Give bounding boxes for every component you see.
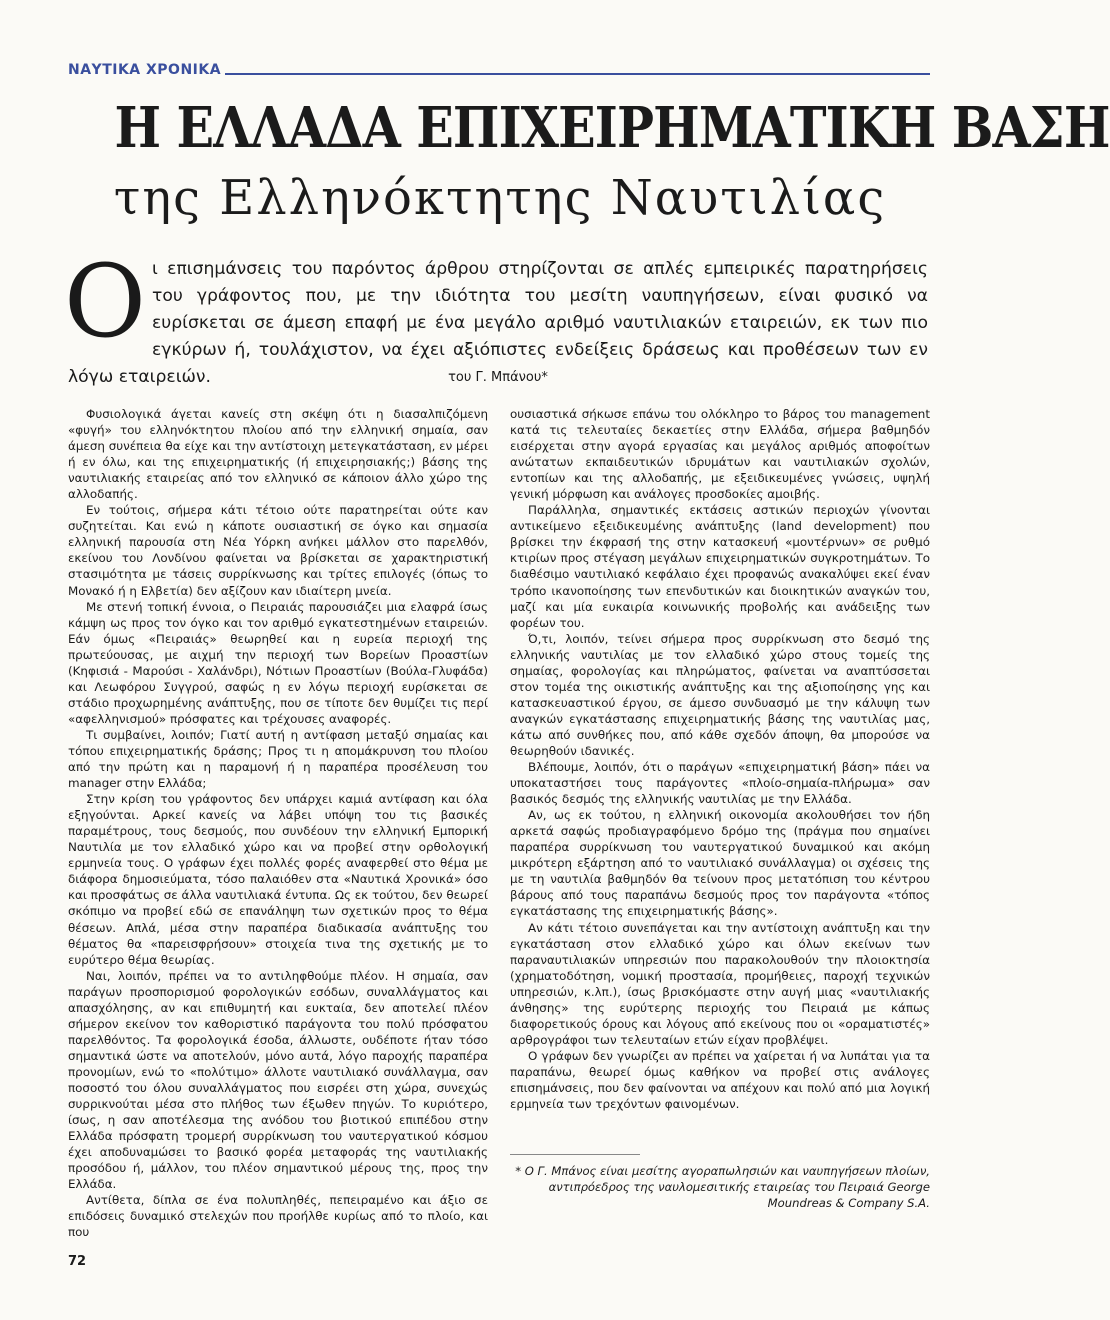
body-paragraph: ουσιαστικά σήκωσε επάνω του ολόκληρο το βάρος του management κατά τις τελευταίες δεκαετίες στην Ελλάδα, σήμερα βαθμηδόν εισέρχεται στην αγορά εργασίας και μεγάλος αριθμός αποφοίτων ανώτατων εκπαιδευτικών ιδρυμάτων και ναυτιλιακών σχολών, εντοπίων και της αλλοδαπής, με εξειδικευμένες γνώσεις, υψηλή γενική μόρφωση και ανάλογες προσδοκίες αμοιβής.: [510, 407, 930, 502]
body-paragraph: Με στενή τοπική έννοια, ο Πειραιάς παρουσιάζει μια ελαφρά ίσως κάμψη ως προς τον όγκο και τον αριθμό εγκατεστημένων εταιρειών. Εάν όμως «Πειραιάς» θεωρηθεί και η ευρεία περιοχή της πρωτεύουσας, με αιχμή την περιοχή των Βορείων Προαστίων (Κηφισιά - Μαρούσι - Χαλάνδρι), Νότιων Προαστίων (Βούλα-Γλυφάδα) και Λεωφόρου Συγγρού, σαφώς η εν λόγω περιοχή ευρίσκεται σε στάδιο προχωρημένης ανάπτυξης, που σε τίποτε δεν θυμίζει τις περί «αφελληνισμού» πρόσφατες και τρέχουσες αναφορές.: [68, 599, 488, 726]
lead-text: ι επισημάνσεις του παρόντος άρθρου στηρίζονται σε απλές εμπειρικές παρατηρήσεις του γράφοντος που, με την ιδιότητα του μεσίτη ναυπηγήσεων, είναι φυσικό να ευρίσκεται σε άμεση επαφή με ένα μεγάλο αριθμό ναυτιλιακών εταιρειών, εκ των πιο εγκύρων ή, τουλάχιστον, να έχει αξιόπιστες ενδείξεις δράσεως και προθέσεων των εν λόγω εταιρειών.: [68, 259, 928, 387]
body-paragraph: Αντίθετα, δίπλα σε ένα πολυπληθές, πεπειραμένο και άξιο σε επιδόσεις δυναμικό στελεχών που προήλθε κυρίως από το πλοίο, και που: [68, 1193, 488, 1240]
body-paragraph: Εν τούτοις, σήμερα κάτι τέτοιο ούτε παρατηρείται ούτε καν συζητείται. Και ενώ η κάποτε ουσιαστική σε όγκο και σημασία ελληνική παρουσία στη Νέα Υόρκη ανήκει μάλλον στο παρελθόν, εκείνου του Λονδίνου φαίνεται να βρίσκεται σε χαρακτηριστική στασιμότητα με τάσεις συρρίκνωσης και τρίτες επιλογές (όπως το Μονακό ή η Ελβετία) δεν αξίζουν καν ιδιαίτερη μνεία.: [68, 503, 488, 598]
body-paragraph: Φυσιολογικά άγεται κανείς στη σκέψη ότι η διασαλπιζόμενη «φυγή» του ελληνόκτητου πλοίου από την ελληνική σημαία, σαν άμεση συνέπεια θα είχε και την αντίστοιχη μετεγκατάσταση, εν μέρει ή εν όλω, και της επιχειρηματικής (ή επιχειρησιακής;) βάσης της ναυτιλιακής εταιρείας από τον ελληνικό σε κάποιον άλλο χώρο της αλλοδαπής.: [68, 407, 488, 502]
left-column: [68, 406, 488, 1240]
body-paragraph: Ναι, λοιπόν, πρέπει να το αντιληφθούμε πλέον. Η σημαία, σαν παράγων προσπορισμού φορολογικών εσόδων, συναλλάγματος και απασχόλησης, αν και επιθυμητή και ευκταία, δεν αποτελεί πλέον σήμερον εκείνον τον καθοριστικό παράγοντα του πολύ πρόσφατου παρελθόντος. Τα φορολογικά έσοδα, άλλωστε, ουδέποτε ήταν τόσο σημαντικά ώστε να αποτελούν, μόνο αυτά, λόγο παροχής παραπέρα προνομίων, ενώ το «πολύτιμο» άλλοτε ναυτιλιακό συνάλλαγμα, σαν ποσοστό του όλου συναλλάγματος που εισρέει στη χώρα, συνεχώς συρρικνούται μέσα στο πλήθος των έξωθεν πηγών. Το κυριότερο, ίσως, η σαν αποτέλεσμα της ανόδου του βιοτικού επιπέδου στην Ελλάδα πρόσφατη τρομερή συρρίκνωση του ναυτεργατικού κόσμου έχει αποδυναμώσει το βασικό φορέα μεταφοράς της ναυτιλιακής προσόδου ή, μάλλον, του πλέον σημαντικού μέρους της, προς την Ελλάδα.: [68, 968, 488, 1192]
drop-cap: Ο: [64, 243, 146, 360]
body-paragraph: Τι συμβαίνει, λοιπόν; Γιατί αυτή η αντίφαση μεταξύ σημαίας και τόπου επιχειρηματικής δράσης; Προς τι η απομάκρυνση του πλοίου από την πρώτη και η παραμονή ή η παραπέρα προσέλευση του manager στην Ελλάδα;: [68, 727, 488, 791]
author-footnote: * Ο Γ. Μπάνος είναι μεσίτης αγοραπωλησιών και ναυπηγήσεων πλοίων, αντιπρόεδρος της ναυλομεσιτικής εταιρείας του Πειραιά George Moundreas & Company S.A.: [515, 1164, 930, 1210]
body-paragraph: Ό,τι, λοιπόν, τείνει σήμερα προς συρρίκνωση στο δεσμό της ελληνικής ναυτιλίας με τον ελλαδικό χώρο στους τομείς της σημαίας, φορολογίας και πληρώματος, φαίνεται να αναπτύσσεται στον τομέα της οικιστικής ανάπτυξης και της αξιοποίησης γης και κατασκευαστικού έργου, σε άμεσο συνδυασμό με την κάλυψη των αναγκών εγκατάστασης επιχειρηματικής βάσης της ναυτιλίας μας, κάτω από συνθήκες που, από κάθε σχεδόν άποψη, θα μπορούσε να θεωρηθούν ιδανικές.: [510, 631, 930, 758]
body-paragraph: Αν κάτι τέτοιο συνεπάγεται και την αντίστοιχη ανάπτυξη και την εγκατάσταση στον ελλαδικό χώρο και όλων εκείνων των παραναυτιλιακών υπηρεσιών που παρακολουθούν την πλοιοκτησία (χρηματοδότηση, νομική προστασία, προμήθειες, παροχή τεχνικών υπηρεσιών, κ.λπ.), ίσως βρισκόμαστε στην αυγή μιας «ναυτιλιακής άνθησης» της ευρύτερης περιοχής του Πειραιά με κάπως διαφορετικούς όρους και λόγους από εκείνους που οι «οραματιστές» αρθρογράφοι των τελευταίων ετών είχαν προβλέψει.: [510, 920, 930, 1047]
section-label: ΝΑΥΤΙΚΑ ΧΡΟΝΙΚΑ: [68, 62, 225, 78]
body-paragraph: Βλέπουμε, λοιπόν, ότι ο παράγων «επιχειρηματική βάση» πάει να υποκαταστήσει τους παράγοντες «πλοίο-σημαία-πλήρωμα» σαν βασικός δεσμός της ελληνικής ναυτιλίας με την Ελλάδα.: [510, 760, 930, 807]
body-paragraph: Αν, ως εκ τούτου, η ελληνική οικονομία ακολουθήσει τον ήδη αρκετά σαφώς προδιαγραφόμενο δρόμο της (πράγμα που σημαίνει παραπέρα συρρίκνωση του ναυτεργατικού δυναμικού και ακόμη μικρότερη εξάρτηση από το ναυτιλιακό συνάλλαγμα) οι σχέσεις της με τη ναυτιλία βαθμηδόν θα τείνουν προς μετατόπιση του κέντρου βάρους από τους παραπάνω δεσμούς προς τον παράγοντα «τόπος εγκατάστασης της επιχειρηματικής βάσης».: [510, 808, 930, 919]
body-paragraph: Στην κρίση του γράφοντος δεν υπάρχει καμιά αντίφαση και όλα εξηγούνται. Αρκεί κανείς να λάβει υπόψη του τις βασικές παραμέτρους, τους δεσμούς, που συνδέουν την ελληνική Εμπορική Ναυτιλία με τον ελλαδικό χώρο και να προβεί στην ορθολογική ερμηνεία τους. Ο γράφων έχει πολλές φορές αναφερθεί στο θέμα με διάφορα δημοσιεύματα, τόσο παλαιόθεν στα «Ναυτικά Χρονικά» όσο και προσφάτως σε άλλα ναυτιλιακά έντυπα. Ως εκ τούτου, δεν θεωρεί σκόπιμο να προβεί εδώ σε επανάληψη των σχετικών προς το θέμα θέσεων. Απλά, μέσα στην παραπέρα διαδικασία ανάπτυξης του θέματος θα «παρεισφρήσουν» στοιχεία τινα της σχετικής με το ευρύτερο θέμα θεωρίας.: [68, 792, 488, 967]
right-column: [510, 406, 930, 1112]
page-number: 72: [68, 1254, 87, 1269]
section-header: [68, 62, 930, 82]
body-paragraph: Παράλληλα, σημαντικές εκτάσεις αστικών περιοχών γίνονται αντικείμενο εξειδικευμένης ανάπτυξης (land development) που βρίσκει την έκφρασή της στην κατασκευή «μοντέρνων» σε ρυθμό κτιρίων προς στέγαση μεγάλων επιχειρηματικών συγκροτημάτων. Το διαθέσιμο ναυτιλιακό κεφάλαιο έχει προφανώς ανακαλύψει εκεί έναν τρόπο ικανοποίησης των επενδυτικών και διοικητικών αναγκών του, μαζί και μία ευκαιρία κοινωνικής προβολής και ανάδειξης των φορέων του.: [510, 503, 930, 630]
article-title: Η ΕΛΛΑΔΑ ΕΠΙΧΕΙΡΗΜΑΤΙΚΗ ΒΑΣΗ: [114, 95, 1110, 161]
body-paragraph: Ο γράφων δεν γνωρίζει αν πρέπει να χαίρεται ή να λυπάται για τα παραπάνω, θεωρεί όμως καθήκον να προβεί στις ανάλογες επισημάνσεις, που δεν φαίνονται να απέχουν και πολύ από μια λογική ερμηνεία των τρεχόντων φαινομένων.: [510, 1048, 930, 1112]
byline: του Γ. Μπάνου*: [448, 370, 548, 385]
article-subtitle: της Ελληνόκτητης Ναυτιλίας: [113, 170, 887, 226]
footnote-rule: [510, 1154, 640, 1155]
